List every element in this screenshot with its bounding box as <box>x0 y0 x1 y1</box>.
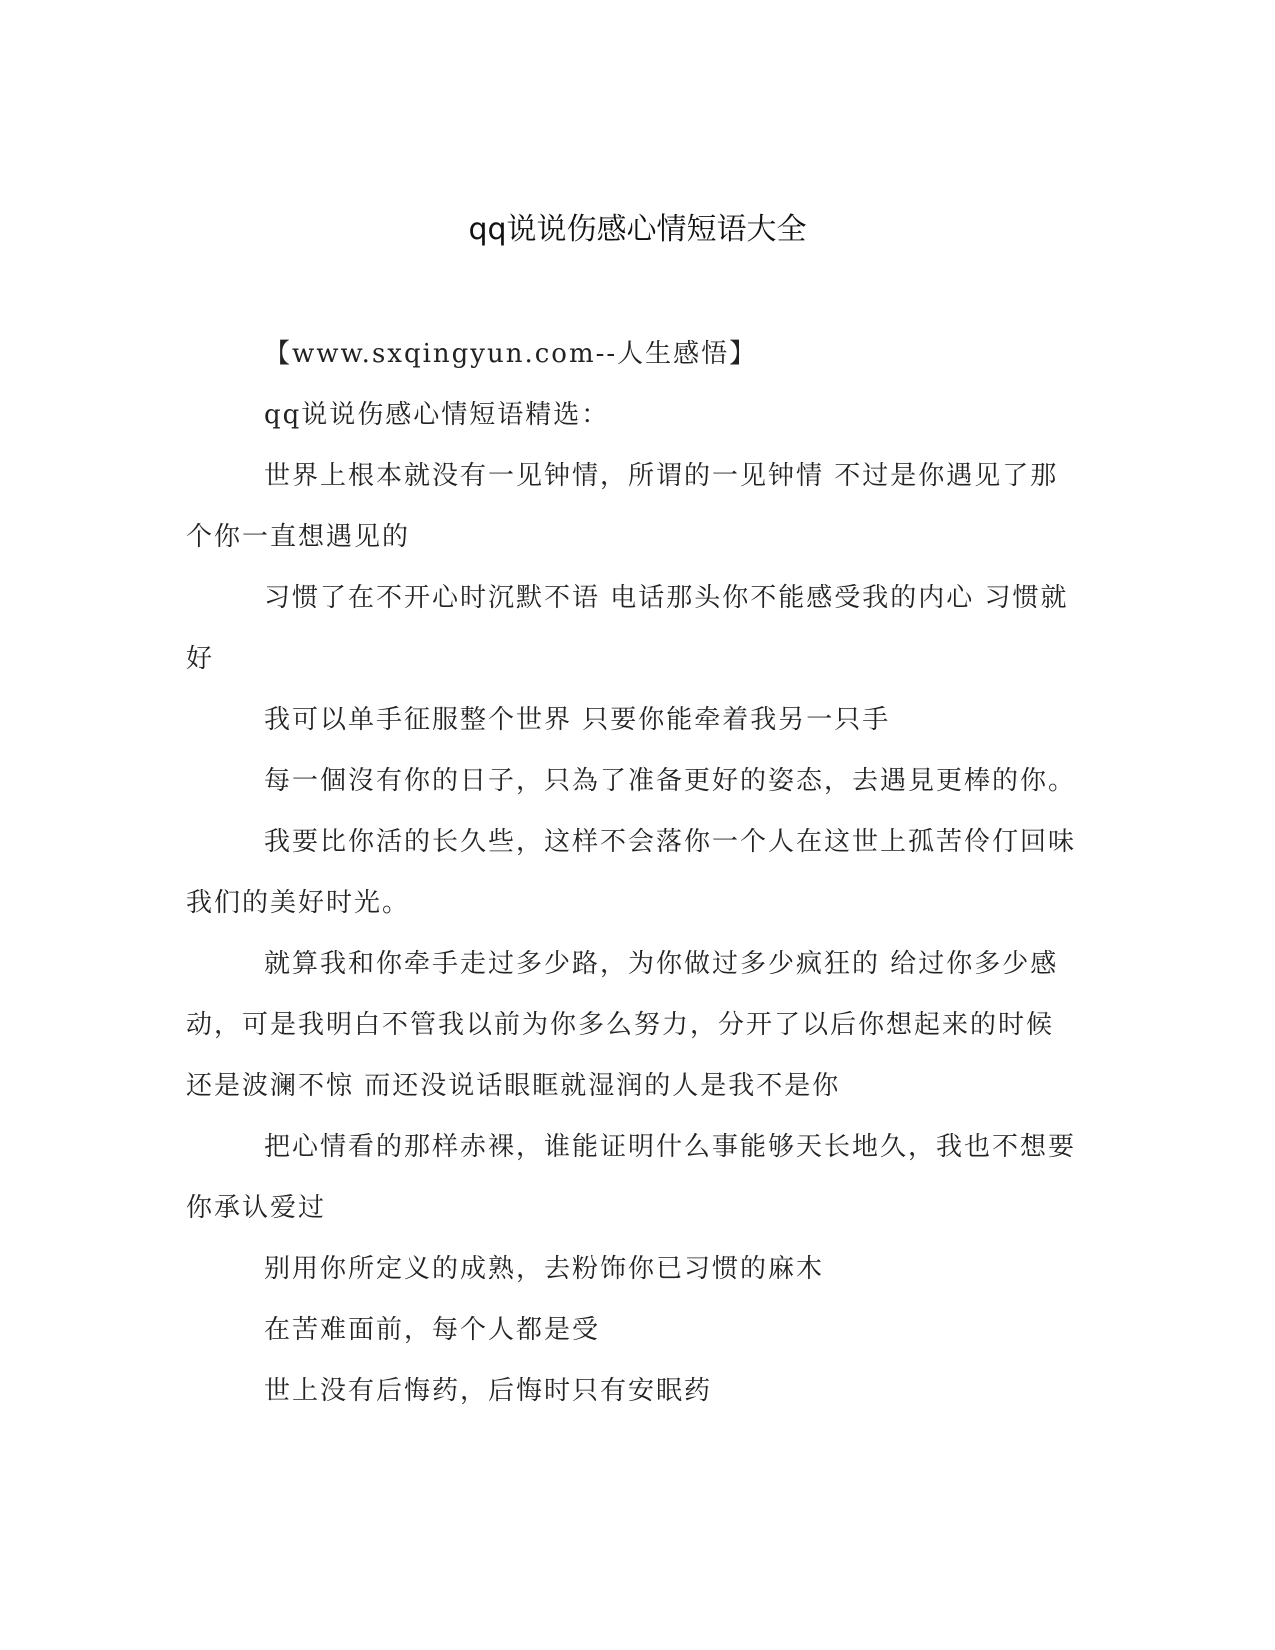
document-body <box>186 324 1078 1422</box>
paragraph: 把心情看的那样赤裸，谁能证明什么事能够天长地久，我也不想要你承认爱过 <box>186 1132 1077 1223</box>
paragraph: 在苦难面前，每个人都是受 <box>264 1315 601 1345</box>
paragraph: 世上没有后悔药，后悔时只有安眠药 <box>264 1376 713 1406</box>
paragraph-source: 【www.sxqingyun.com--人生感悟】 <box>264 339 758 369</box>
paragraph-subtitle: qq说说伤感心情短语精选： <box>264 400 610 430</box>
paragraph: 就算我和你牵手走过多少路，为你做过多少疯狂的 给过你多少感动，可是我明白不管我以前为你多么努力，分开了以后你想起来的时候还是波澜不惊 而还没说话眼眶就湿润的人是我不是你 <box>186 949 1059 1101</box>
paragraph: 习惯了在不开心时沉默不语 电话那头你不能感受我的内心 习惯就好 <box>186 583 1069 674</box>
paragraph: 世界上根本就没有一见钟情，所谓的一见钟情 不过是你遇见了那个你一直想遇见的 <box>186 461 1059 552</box>
paragraph: 我可以单手征服整个世界 只要你能牵着我另一只手 <box>264 705 891 735</box>
paragraph: 我要比你活的长久些，这样不会落你一个人在这世上孤苦伶仃回味我们的美好时光。 <box>186 827 1077 918</box>
paragraph: 别用你所定义的成熟，去粉饰你已习惯的麻木 <box>264 1254 825 1284</box>
paragraph: 每一個沒有你的日子，只為了准备更好的姿态，去遇見更棒的你。 <box>264 766 1077 796</box>
document-title: qq说说伤感心情短语大全 <box>468 212 807 247</box>
